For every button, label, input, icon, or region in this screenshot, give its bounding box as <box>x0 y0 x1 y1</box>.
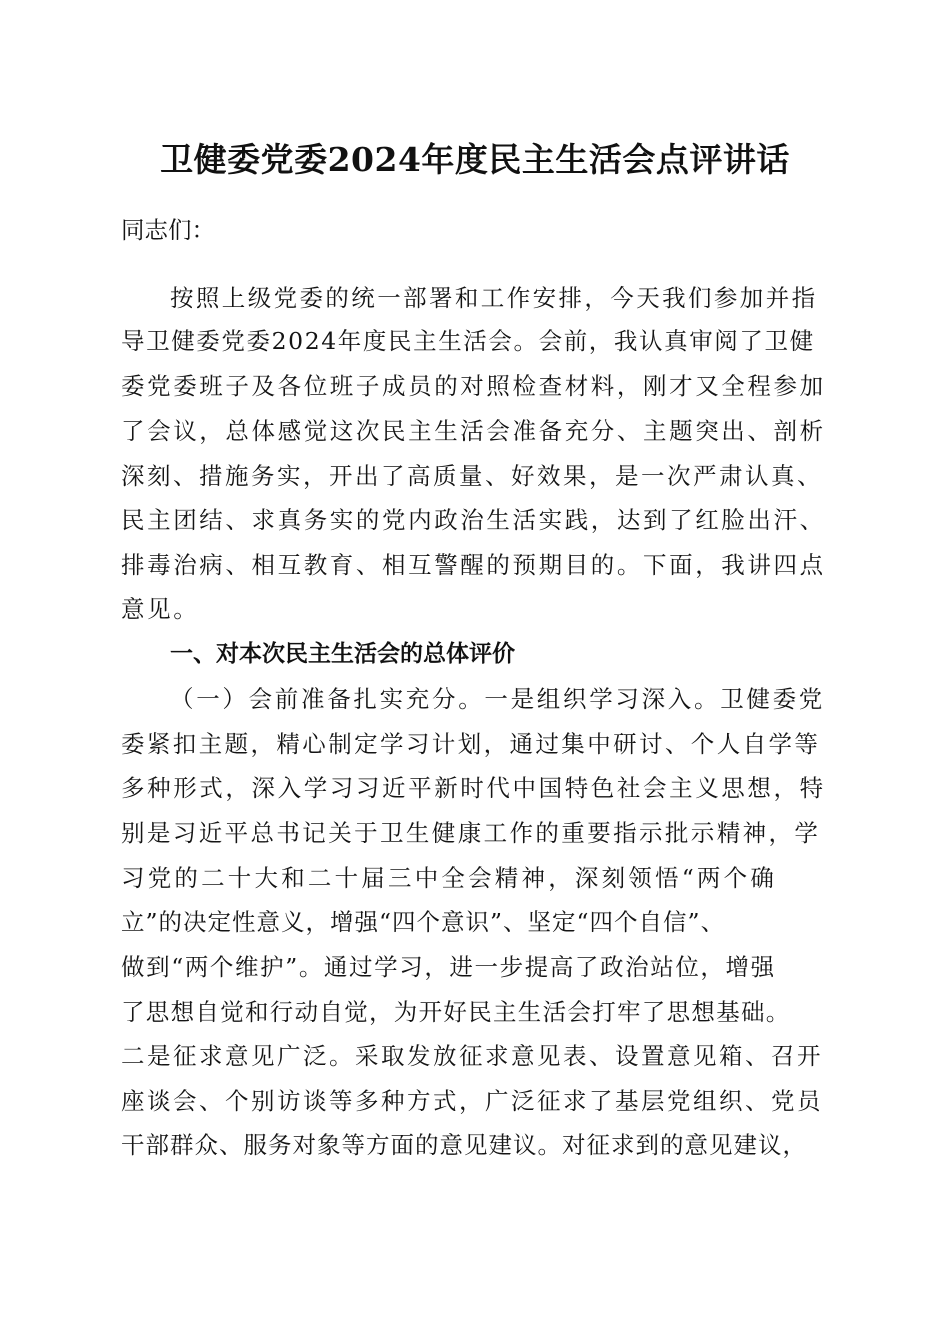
paragraph-line: 立”的决定性意义，增强“四个意识”、坚定“四个自信”、 <box>121 908 726 936</box>
paragraph-line: 深刻、措施务实，开出了高质量、好效果，是一次严肃认真、 <box>121 462 823 490</box>
paragraph-line: 导卫健委党委2024年度民主生活会。会前，我认真审阅了卫健 <box>121 327 815 355</box>
paragraph-line: 排毒治病、相互教育、相互警醒的预期目的。下面，我讲四点 <box>121 551 826 579</box>
paragraph-line: 委紧扣主题，精心制定学习计划，通过集中研讨、个人自学等 <box>121 730 821 758</box>
paragraph-line: 多种形式，深入学习习近平新时代中国特色社会主义思想，特 <box>121 774 826 802</box>
paragraph-line: 委党委班子及各位班子成员的对照检查材料，刚才又全程参加 <box>121 372 826 400</box>
paragraph-line: 做到“两个维护”。通过学习，进一步提高了政治站位，增强 <box>121 953 776 981</box>
document-title: 卫健委党委2024年度民主生活会点评讲话 <box>160 140 790 179</box>
paragraph-line: 别是习近平总书记关于卫生健康工作的重要指示批示精神，学 <box>121 819 821 847</box>
paragraph-line: 意见。 <box>121 595 200 623</box>
paragraph-line: 了思想自觉和行动自觉，为开好民主生活会打牢了思想基础。 <box>121 998 791 1026</box>
paragraph-line: 按照上级党委的统一部署和工作安排，今天我们参加并指 <box>170 284 818 312</box>
paragraph-line: 二是征求意见广泛。采取发放征求意见表、设置意见箱、召开 <box>121 1042 823 1070</box>
paragraph-line: 了会议，总体感觉这次民主生活会准备充分、主题突出、剖析 <box>121 417 826 445</box>
paragraph-line: 习党的二十大和二十届三中全会精神，深刻领悟“两个确 <box>121 864 778 892</box>
paragraph-line: 民主团结、求真务实的党内政治生活实践，达到了红脸出汗、 <box>121 506 826 534</box>
paragraph-line: （一）会前准备扎实充分。一是组织学习深入。卫健委党 <box>170 685 825 713</box>
paragraph-line: 干部群众、服务对象等方面的意见建议。对征求到的意见建议， <box>121 1131 807 1159</box>
paragraph-line: 座谈会、个别访谈等多种方式，广泛征求了基层党组织、党员 <box>121 1087 823 1115</box>
salutation: 同志们： <box>121 216 215 244</box>
section-heading: 一、对本次民主生活会的总体评价 <box>170 641 515 667</box>
